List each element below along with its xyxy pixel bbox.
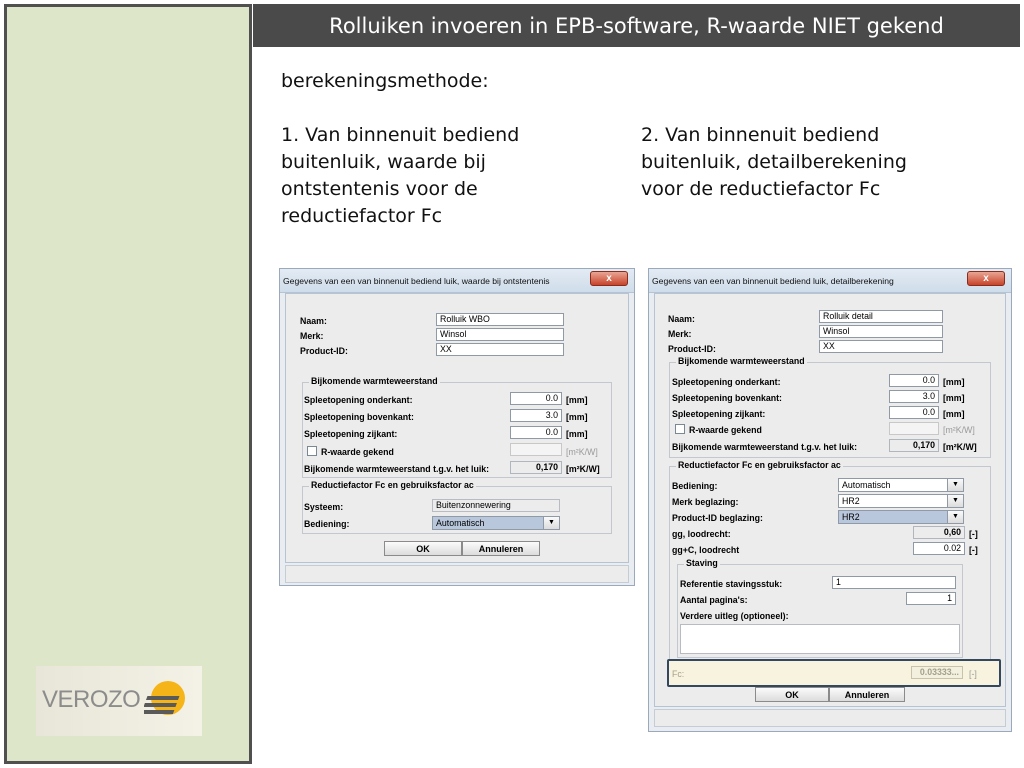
fc-unit: [-]	[969, 669, 977, 679]
dialog-status-bar	[285, 565, 629, 583]
staving-group-title: Staving	[686, 558, 718, 568]
dialog-status-bar	[654, 709, 1006, 727]
product-id-label: Product-ID:	[668, 344, 716, 354]
spleet-boven-label: Spleetopening bovenkant:	[672, 393, 782, 403]
dialog-title: Gegevens van een van binnenuit bediend luik, waarde bij ontstentenis	[283, 276, 550, 286]
fc-value: 0.03333...	[911, 666, 963, 679]
bediening-select[interactable]	[432, 516, 560, 530]
r-waarde-unit: [m²K/W]	[566, 447, 598, 457]
slide-title: Rolluiken invoeren in EPB-software, R-waarde NIET gekend	[253, 4, 1020, 47]
r-waarde-unit: [m²K/W]	[943, 425, 975, 435]
spleet-onder-field[interactable]: 0.0	[889, 374, 939, 387]
dialog-detail-calculation	[648, 268, 1012, 732]
dialog-body	[654, 293, 1006, 707]
dialog-titlebar	[280, 269, 634, 293]
spleet-zij-unit: [mm]	[566, 429, 588, 439]
chevron-down-icon: ▼	[947, 479, 963, 491]
dialog-title: Gegevens van een van binnenuit bediend luik, detailberekening	[652, 276, 894, 286]
bijkomende-value: 0,170	[889, 439, 939, 452]
aantal-paginas-label: Aantal pagina's:	[680, 595, 748, 605]
cancel-button[interactable]: Annuleren	[829, 687, 905, 702]
bediening-select-value: Automatisch	[436, 518, 485, 528]
spleet-zij-unit: [mm]	[943, 409, 965, 419]
spleet-onder-field[interactable]: 0.0	[510, 392, 562, 405]
chevron-down-icon: ▼	[543, 517, 559, 529]
merk-label: Merk:	[300, 331, 324, 341]
dialog-body	[285, 293, 629, 563]
method-two-text: 2. Van binnenuit bediend buitenluik, detailberekening voor de reductiefactor Fc	[641, 124, 907, 200]
bijkomende-unit: [m²K/W]	[943, 442, 977, 452]
fc-highlight-panel	[667, 659, 1001, 687]
merk-field[interactable]: Winsol	[436, 328, 564, 341]
spleet-boven-field[interactable]: 3.0	[510, 409, 562, 422]
chevron-down-icon: ▼	[947, 495, 963, 507]
spleet-boven-unit: [mm]	[566, 412, 588, 422]
spleet-zij-label: Spleetopening zijkant:	[672, 409, 766, 419]
spleet-onder-unit: [mm]	[566, 395, 588, 405]
fc-label: Fc:	[672, 669, 685, 679]
ggc-unit: [-]	[969, 545, 978, 555]
product-beglazing-select-value: HR2	[842, 512, 860, 522]
logo-sun-icon	[144, 678, 188, 722]
spleet-onder-unit: [mm]	[943, 377, 965, 387]
close-button[interactable]	[590, 271, 628, 286]
ggc-label: gg+C, loodrecht	[672, 545, 740, 555]
merk-field[interactable]: Winsol	[819, 325, 943, 338]
systeem-label: Systeem:	[304, 502, 344, 512]
verozo-logo	[36, 666, 202, 736]
naam-label: Naam:	[668, 314, 695, 324]
merk-label: Merk:	[668, 329, 692, 339]
spleet-boven-label: Spleetopening bovenkant:	[304, 412, 414, 422]
r-waarde-checkbox[interactable]	[675, 424, 685, 434]
referentie-field[interactable]: 1	[832, 576, 956, 589]
r-waarde-field	[510, 443, 562, 456]
r-waarde-label: R-waarde gekend	[321, 447, 394, 457]
uitleg-textarea[interactable]	[680, 624, 960, 654]
product-id-field[interactable]: XX	[436, 343, 564, 356]
reductiefactor-group-title: Reductiefactor Fc en gebruiksfactor ac	[678, 460, 841, 470]
uitleg-label: Verdere uitleg (optioneel):	[680, 611, 789, 621]
bediening-select[interactable]	[838, 478, 964, 492]
warmteweerstand-group-title: Bijkomende warmteweerstand	[678, 356, 805, 366]
spleet-onder-label: Spleetopening onderkant:	[672, 377, 781, 387]
logo-text: VEROZO	[42, 686, 141, 713]
cancel-button[interactable]: Annuleren	[462, 541, 540, 556]
spleet-zij-field[interactable]: 0.0	[889, 406, 939, 419]
product-id-label: Product-ID:	[300, 346, 348, 356]
naam-label: Naam:	[300, 316, 327, 326]
merk-beglazing-select-value: HR2	[842, 496, 860, 506]
dialog-default-value	[279, 268, 635, 586]
warmteweerstand-group-title: Bijkomende warmteweerstand	[311, 376, 438, 386]
product-beglazing-select[interactable]	[838, 510, 964, 524]
bediening-label: Bediening:	[304, 519, 350, 529]
gg-unit: [-]	[969, 529, 978, 539]
close-button[interactable]	[967, 271, 1005, 286]
naam-field[interactable]: Rolluik detail	[819, 310, 943, 323]
method-heading: berekeningsmethode:	[281, 70, 489, 92]
r-waarde-field	[889, 422, 939, 435]
r-waarde-checkbox[interactable]	[307, 446, 317, 456]
chevron-down-icon: ▼	[947, 511, 963, 523]
bediening-label: Bediening:	[672, 481, 718, 491]
bijkomende-label: Bijkomende warmteweerstand t.g.v. het luik:	[304, 464, 490, 474]
merk-beglazing-select[interactable]	[838, 494, 964, 508]
spleet-boven-unit: [mm]	[943, 393, 965, 403]
product-beglazing-label: Product-ID beglazing:	[672, 513, 763, 523]
spleet-zij-label: Spleetopening zijkant:	[304, 429, 398, 439]
method-one-text: 1. Van binnenuit bediend buitenluik, waarde bij ontstentenis voor de reductiefactor Fc	[281, 124, 520, 227]
gg-label: gg, loodrecht:	[672, 529, 731, 539]
reductiefactor-group-title: Reductiefactor Fc en gebruiksfactor ac	[311, 480, 474, 490]
ggc-field[interactable]: 0.02	[913, 542, 965, 555]
close-icon: x	[983, 273, 989, 284]
merk-beglazing-label: Merk beglazing:	[672, 497, 739, 507]
bijkomende-value: 0,170	[510, 461, 562, 474]
spleet-boven-field[interactable]: 3.0	[889, 390, 939, 403]
systeem-value: Buitenzonnewering	[432, 499, 560, 512]
bijkomende-label: Bijkomende warmteweerstand t.g.v. het luik:	[672, 442, 858, 452]
product-id-field[interactable]: XX	[819, 340, 943, 353]
ok-button[interactable]: OK	[755, 687, 829, 702]
gg-value: 0,60	[913, 526, 965, 539]
slide-sidebar	[4, 4, 252, 764]
dialog-titlebar	[649, 269, 1011, 293]
spleet-zij-field[interactable]: 0.0	[510, 426, 562, 439]
r-waarde-label: R-waarde gekend	[689, 425, 762, 435]
aantal-paginas-field[interactable]: 1	[906, 592, 956, 605]
naam-field[interactable]: Rolluik WBO	[436, 313, 564, 326]
referentie-label: Referentie stavingsstuk:	[680, 579, 783, 589]
ok-button[interactable]: OK	[384, 541, 462, 556]
bijkomende-unit: [m²K/W]	[566, 464, 600, 474]
close-icon: x	[606, 273, 612, 284]
bediening-select-value: Automatisch	[842, 480, 891, 490]
spleet-onder-label: Spleetopening onderkant:	[304, 395, 413, 405]
